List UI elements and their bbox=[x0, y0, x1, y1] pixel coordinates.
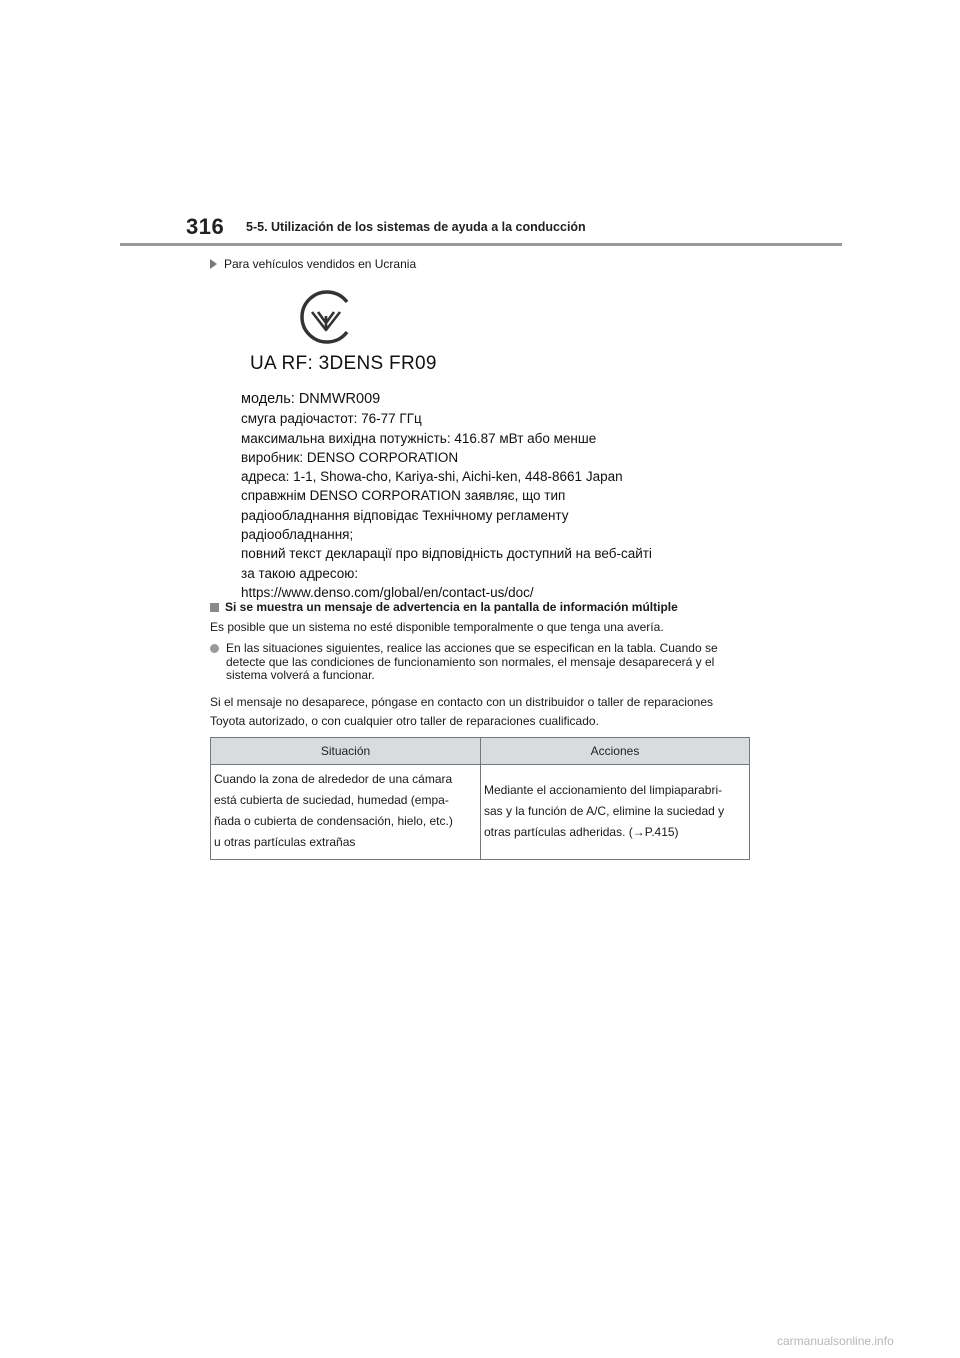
region-note-text: Para vehículos vendidos en Ucrania bbox=[224, 257, 417, 271]
section-title: 5-5. Utilización de los sistemas de ayuda a la conducción bbox=[246, 220, 586, 234]
cert-line: https://www.denso.com/global/en/contact-us/doc/ bbox=[241, 584, 534, 600]
ukraine-conformity-mark-icon bbox=[298, 289, 354, 345]
watermark: carmanualsonline.info bbox=[777, 1334, 894, 1348]
cert-line: повний текст декларації про відповідність доступний на веб-сайті bbox=[241, 546, 652, 562]
certification-text bbox=[241, 390, 652, 602]
cert-line: радіообладнання відповідає Технічному регламенту bbox=[241, 507, 569, 523]
contact-paragraph-line-1: Si el mensaje no desaparece, póngase en contacto con un distribuidor o taller de reparaciones bbox=[210, 695, 713, 709]
situation-line: está cubierta de suciedad, humedad (empa- bbox=[214, 793, 449, 807]
table-header-row bbox=[211, 738, 750, 765]
column-header-situation: Situación bbox=[211, 738, 481, 765]
action-line: otras partículas adheridas. (→P.415) bbox=[484, 824, 679, 839]
cert-line: адреса: 1-1, Showa-cho, Kariya-shi, Aichi-ken, 448-8661 Japan bbox=[241, 469, 623, 485]
cert-line: виробник: DENSO CORPORATION bbox=[241, 449, 459, 465]
column-header-actions: Acciones bbox=[481, 738, 750, 765]
header-divider bbox=[120, 243, 842, 246]
situation-cell bbox=[211, 765, 481, 860]
cert-line: модель: DNMWR009 bbox=[241, 391, 381, 407]
square-bullet-icon bbox=[210, 603, 219, 612]
warning-heading bbox=[210, 600, 678, 614]
actions-table bbox=[210, 737, 750, 860]
triangle-bullet-icon bbox=[210, 259, 217, 269]
situation-line: ñada o cubierta de condensación, hielo, etc.) bbox=[214, 814, 453, 828]
cert-line: радіообладнання; bbox=[241, 527, 354, 543]
action-cell bbox=[481, 765, 750, 860]
action-line: Mediante el accionamiento del limpiaparabri- bbox=[484, 782, 723, 797]
cert-line: за такою адресою: bbox=[241, 565, 359, 581]
cert-line: смуга радіочастот: 76-77 ГГц bbox=[241, 411, 422, 427]
warning-intro: Es posible que un sistema no esté disponible temporalmente o que tenga una avería. bbox=[210, 620, 664, 634]
region-note bbox=[210, 257, 416, 271]
certification-code: UA RF: 3DENS FR09 bbox=[250, 353, 437, 374]
warning-bullet bbox=[210, 642, 750, 683]
situation-line: u otras partículas extrañas bbox=[214, 835, 356, 849]
warning-heading-text: Si se muestra un mensaje de advertencia en la pantalla de información múltiple bbox=[225, 600, 678, 614]
situation-line: Cuando la zona de alrededor de una cámara bbox=[214, 772, 453, 786]
circle-bullet-icon bbox=[210, 644, 219, 653]
cert-line: справжнім DENSO CORPORATION заявляє, що тип bbox=[241, 488, 566, 504]
page-number: 316 bbox=[186, 214, 225, 239]
contact-paragraph-line-2: Toyota autorizado, o con cualquier otro taller de reparaciones cualificado. bbox=[210, 714, 599, 728]
action-line: sas y la función de A/C, elimine la suciedad y bbox=[484, 803, 725, 818]
warning-bullet-text: En las situaciones siguientes, realice las acciones que se especifican en la tabla. Cuando se detecte que las condiciones de funcionamiento son normales, el mensaje desaparecerá y el sistema volverá a funcionar. bbox=[226, 641, 718, 682]
cert-line: максимальна вихідна потужність: 416.87 мВт або менше bbox=[241, 430, 597, 446]
table-row bbox=[211, 765, 750, 860]
